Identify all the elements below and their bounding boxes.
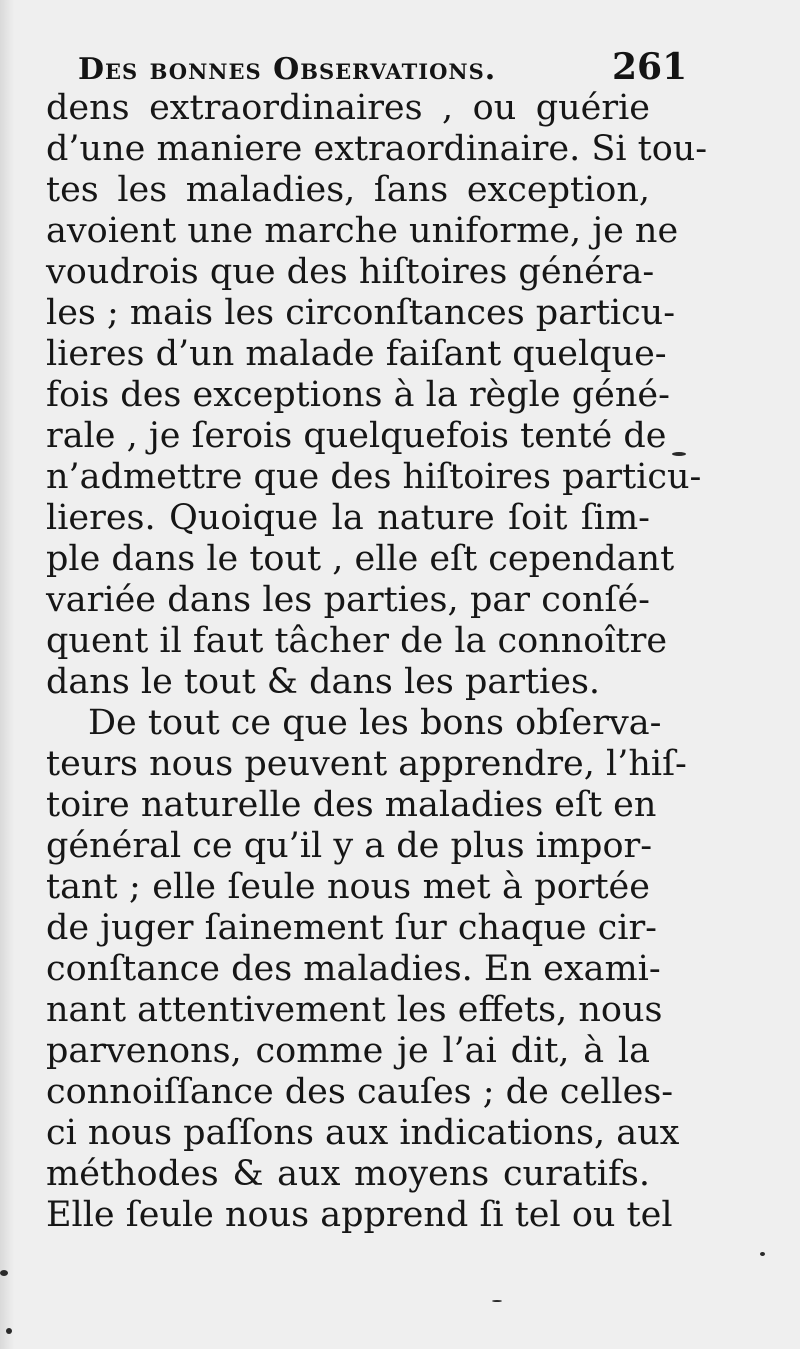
text-line: quent il faut tâcher de la connoître bbox=[46, 621, 668, 661]
text-line: tant ; elle ſeule nous met à portée bbox=[46, 867, 650, 907]
paragraph-2 bbox=[46, 703, 687, 1236]
text-line: dans le tout & dans les parties. bbox=[46, 662, 601, 702]
text-line: de juger ſainement ſur chaque cir- bbox=[46, 908, 658, 948]
paragraph-1 bbox=[46, 88, 708, 703]
text-line: parvenons, comme je l’ai dit, à la bbox=[46, 1031, 650, 1071]
text-line: teurs nous peuvent apprendre, l’hiſ- bbox=[46, 744, 687, 784]
text-line: Elle ſeule nous apprend ſi tel ou tel bbox=[46, 1195, 673, 1235]
text-line: conſtance des maladies. En exami- bbox=[46, 949, 661, 989]
text-line: tes les maladies, ſans exception, bbox=[46, 170, 650, 210]
text-line: général ce qu’il y a de plus impor- bbox=[46, 826, 653, 866]
text-line: fois des exceptions à la règle géné- bbox=[46, 375, 670, 415]
text-line: rale , je ſerois quelquefois tenté de bbox=[46, 416, 667, 456]
text-line: d’une maniere extraordinaire. Si tou- bbox=[46, 129, 708, 169]
text-line: connoiſſance des cauſes ; de celles- bbox=[46, 1072, 674, 1112]
text-line: les ; mais les circonſtances particu- bbox=[46, 293, 676, 333]
text-line: n’admettre que des hiſtoires particu- bbox=[46, 457, 702, 497]
paper-speck bbox=[6, 1328, 12, 1334]
body-text bbox=[46, 88, 708, 1236]
paper-speck bbox=[672, 452, 686, 456]
text-line: lieres. Quoique la nature ſoit ſim- bbox=[46, 498, 650, 538]
text-line: dens extraordinaires , ou guérie bbox=[46, 88, 650, 128]
text-line: ple dans le tout , elle eſt cependant bbox=[46, 539, 675, 579]
page-number: 261 bbox=[612, 46, 688, 88]
text-line: ci nous paſſons aux indications, aux bbox=[46, 1113, 680, 1153]
text-line: voudrois que des hiſtoires généra- bbox=[46, 252, 655, 292]
text-line: méthodes & aux moyens curatifs. bbox=[46, 1154, 650, 1194]
paper-speck bbox=[0, 1270, 8, 1276]
text-line: variée dans les parties, par conſé- bbox=[46, 580, 650, 620]
text-line: lieres d’un malade faiſant quelque- bbox=[46, 334, 667, 374]
running-title: Des bonnes Observations. bbox=[78, 52, 497, 87]
text-line: nant attentivement les effets, nous bbox=[46, 990, 663, 1030]
page-gutter-shadow bbox=[0, 0, 14, 1349]
text-line: avoient une marche uniforme, je ne bbox=[46, 211, 679, 251]
paper-speck bbox=[492, 1300, 502, 1302]
text-line: toire naturelle des maladies eſt en bbox=[46, 785, 657, 825]
paper-speck bbox=[760, 1252, 765, 1256]
text-line: De tout ce que les bons obſerva- bbox=[88, 703, 662, 743]
